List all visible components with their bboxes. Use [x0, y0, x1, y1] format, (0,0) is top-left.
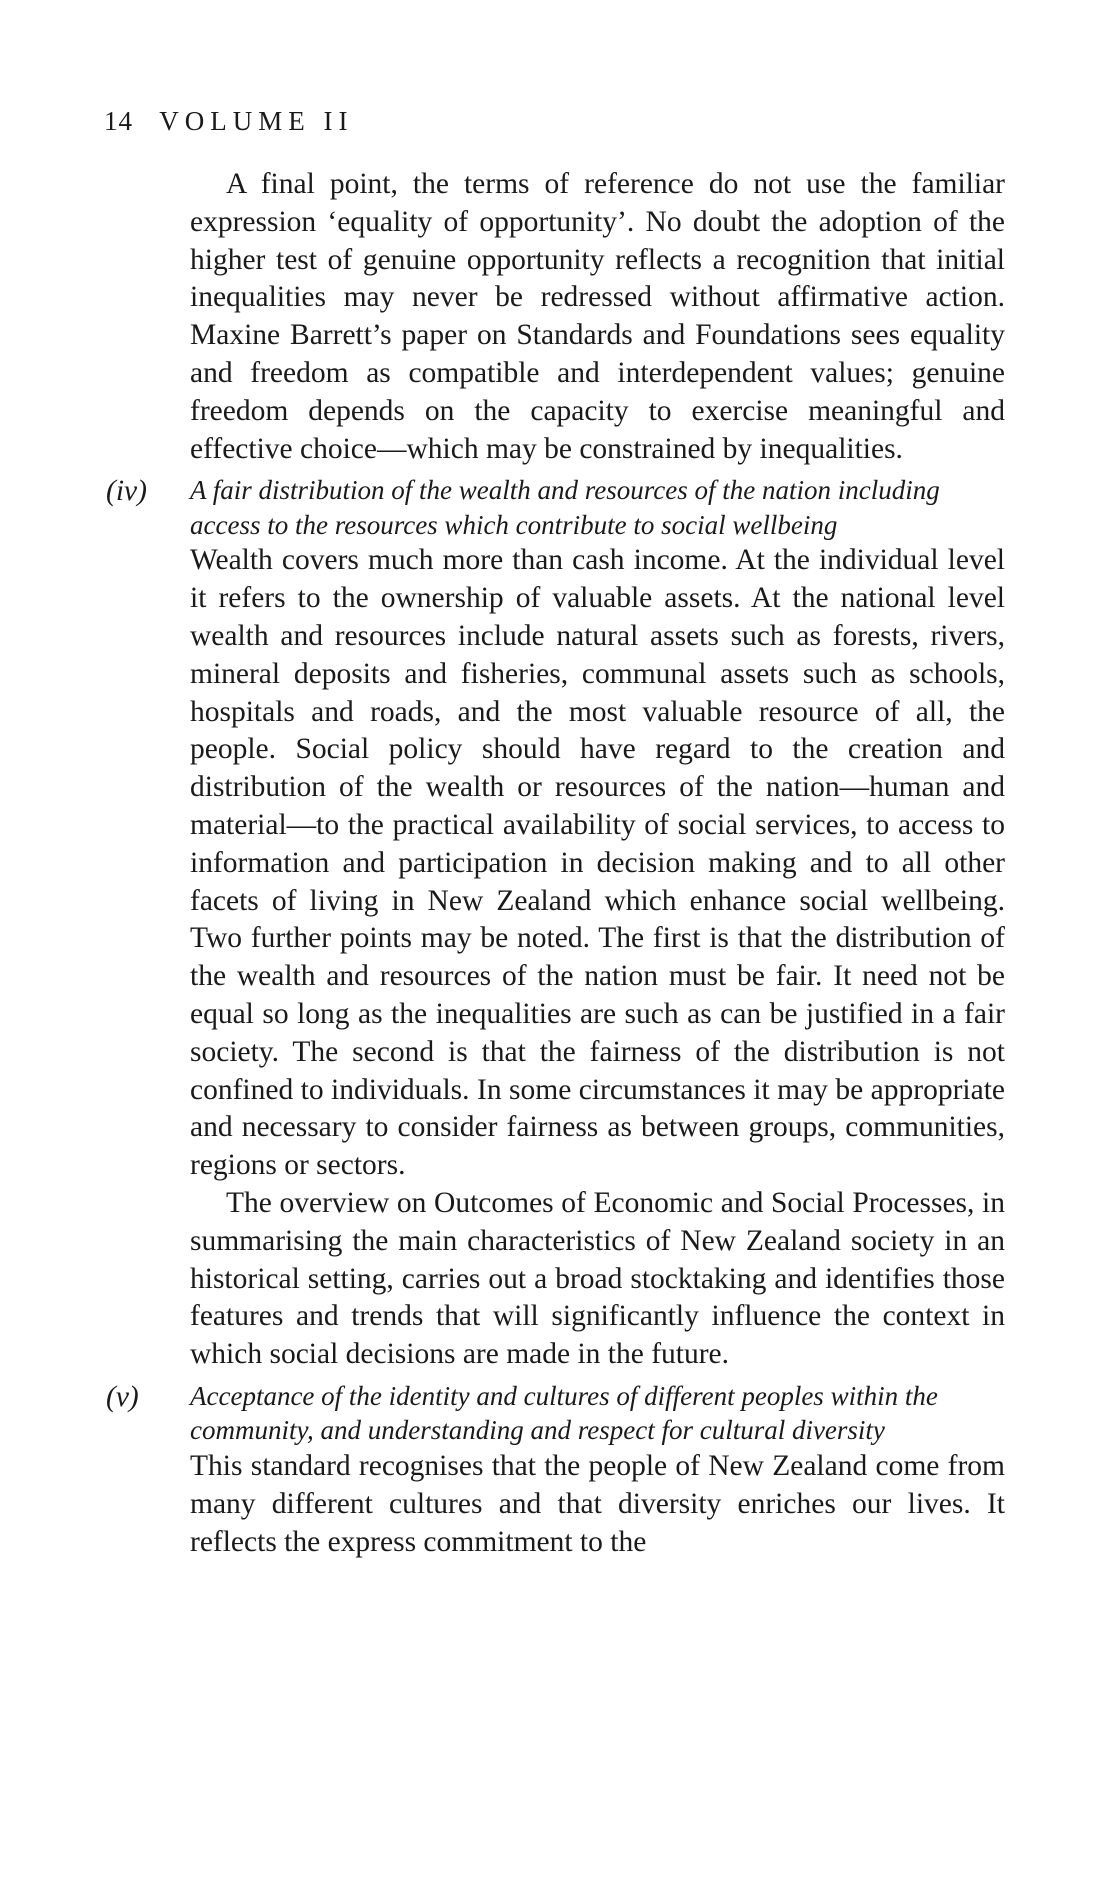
section-marker: (v) — [106, 1380, 139, 1413]
running-title: VOLUME II — [159, 106, 354, 136]
section-heading: Acceptance of the identity and cultures of different peoples within the community, and understanding and respect for cultural diversity — [190, 1380, 938, 1446]
running-head — [104, 104, 354, 138]
section-paragraph: The overview on Outcomes of Economic and Social Processes, in summarising the main characteristics of New Zealand society in an historical setting, carries out a broad stocktaking and identifies those features and trends that will significantly influence the context in which social decisions are made in the future. — [190, 1186, 1005, 1371]
section-paragraph: This standard recognises that the people of New Zealand come from many different cultures and that diversity enriches our lives. It reflects the express commitment to the — [190, 1449, 1005, 1558]
intro-paragraph: A final point, the terms of reference do not use the familiar expression ‘equality of opportunity’. No doubt the adoption of the higher test of genuine opportunity reflects a recognition that initial inequalities may never be redressed without affirmative action. Maxine Barrett’s paper on Standards and Foundations sees equality and freedom as compatible and interdependent values; genuine freedom depends on the capacity to exercise meaningful and effective choice—which may be constrained by inequalities. — [190, 168, 1005, 465]
section-heading: A fair distribution of the wealth and resources of the nation including access to the resources which contribute to social wellbeing — [190, 475, 940, 540]
page-number: 14 — [104, 106, 133, 136]
body-text — [106, 166, 1005, 1561]
section-marker: (iv) — [106, 475, 147, 508]
section-paragraph: Wealth covers much more than cash income. At the individual level it refers to the ownership of valuable assets. At the national level wealth and resources include natural assets such as forests, rivers, mineral deposits and fisheries, communal assets such as schools, hospitals and roads, and the most valuable resource of all, the people. Social policy should have regard to the creation and distribution of the wealth or resources of the nation—human and material—to the practical availability of social services, to access to information and participation in decision making and to all other facets of living in New Zealand which enhance social wellbeing. Two further points may be noted. The first is that the distribution of the wealth and resources of the nation must be fair. It need not be equal so long as the inequalities are such as can be justified in a fair society. The second is that the fairness of the distribution is not confined to individuals. In some circumstances it may be appropriate and necessary to consider fairness as between groups, communities, regions or sectors. — [190, 544, 1005, 1182]
section-iv — [106, 473, 1005, 1374]
section-v — [106, 1379, 1005, 1561]
